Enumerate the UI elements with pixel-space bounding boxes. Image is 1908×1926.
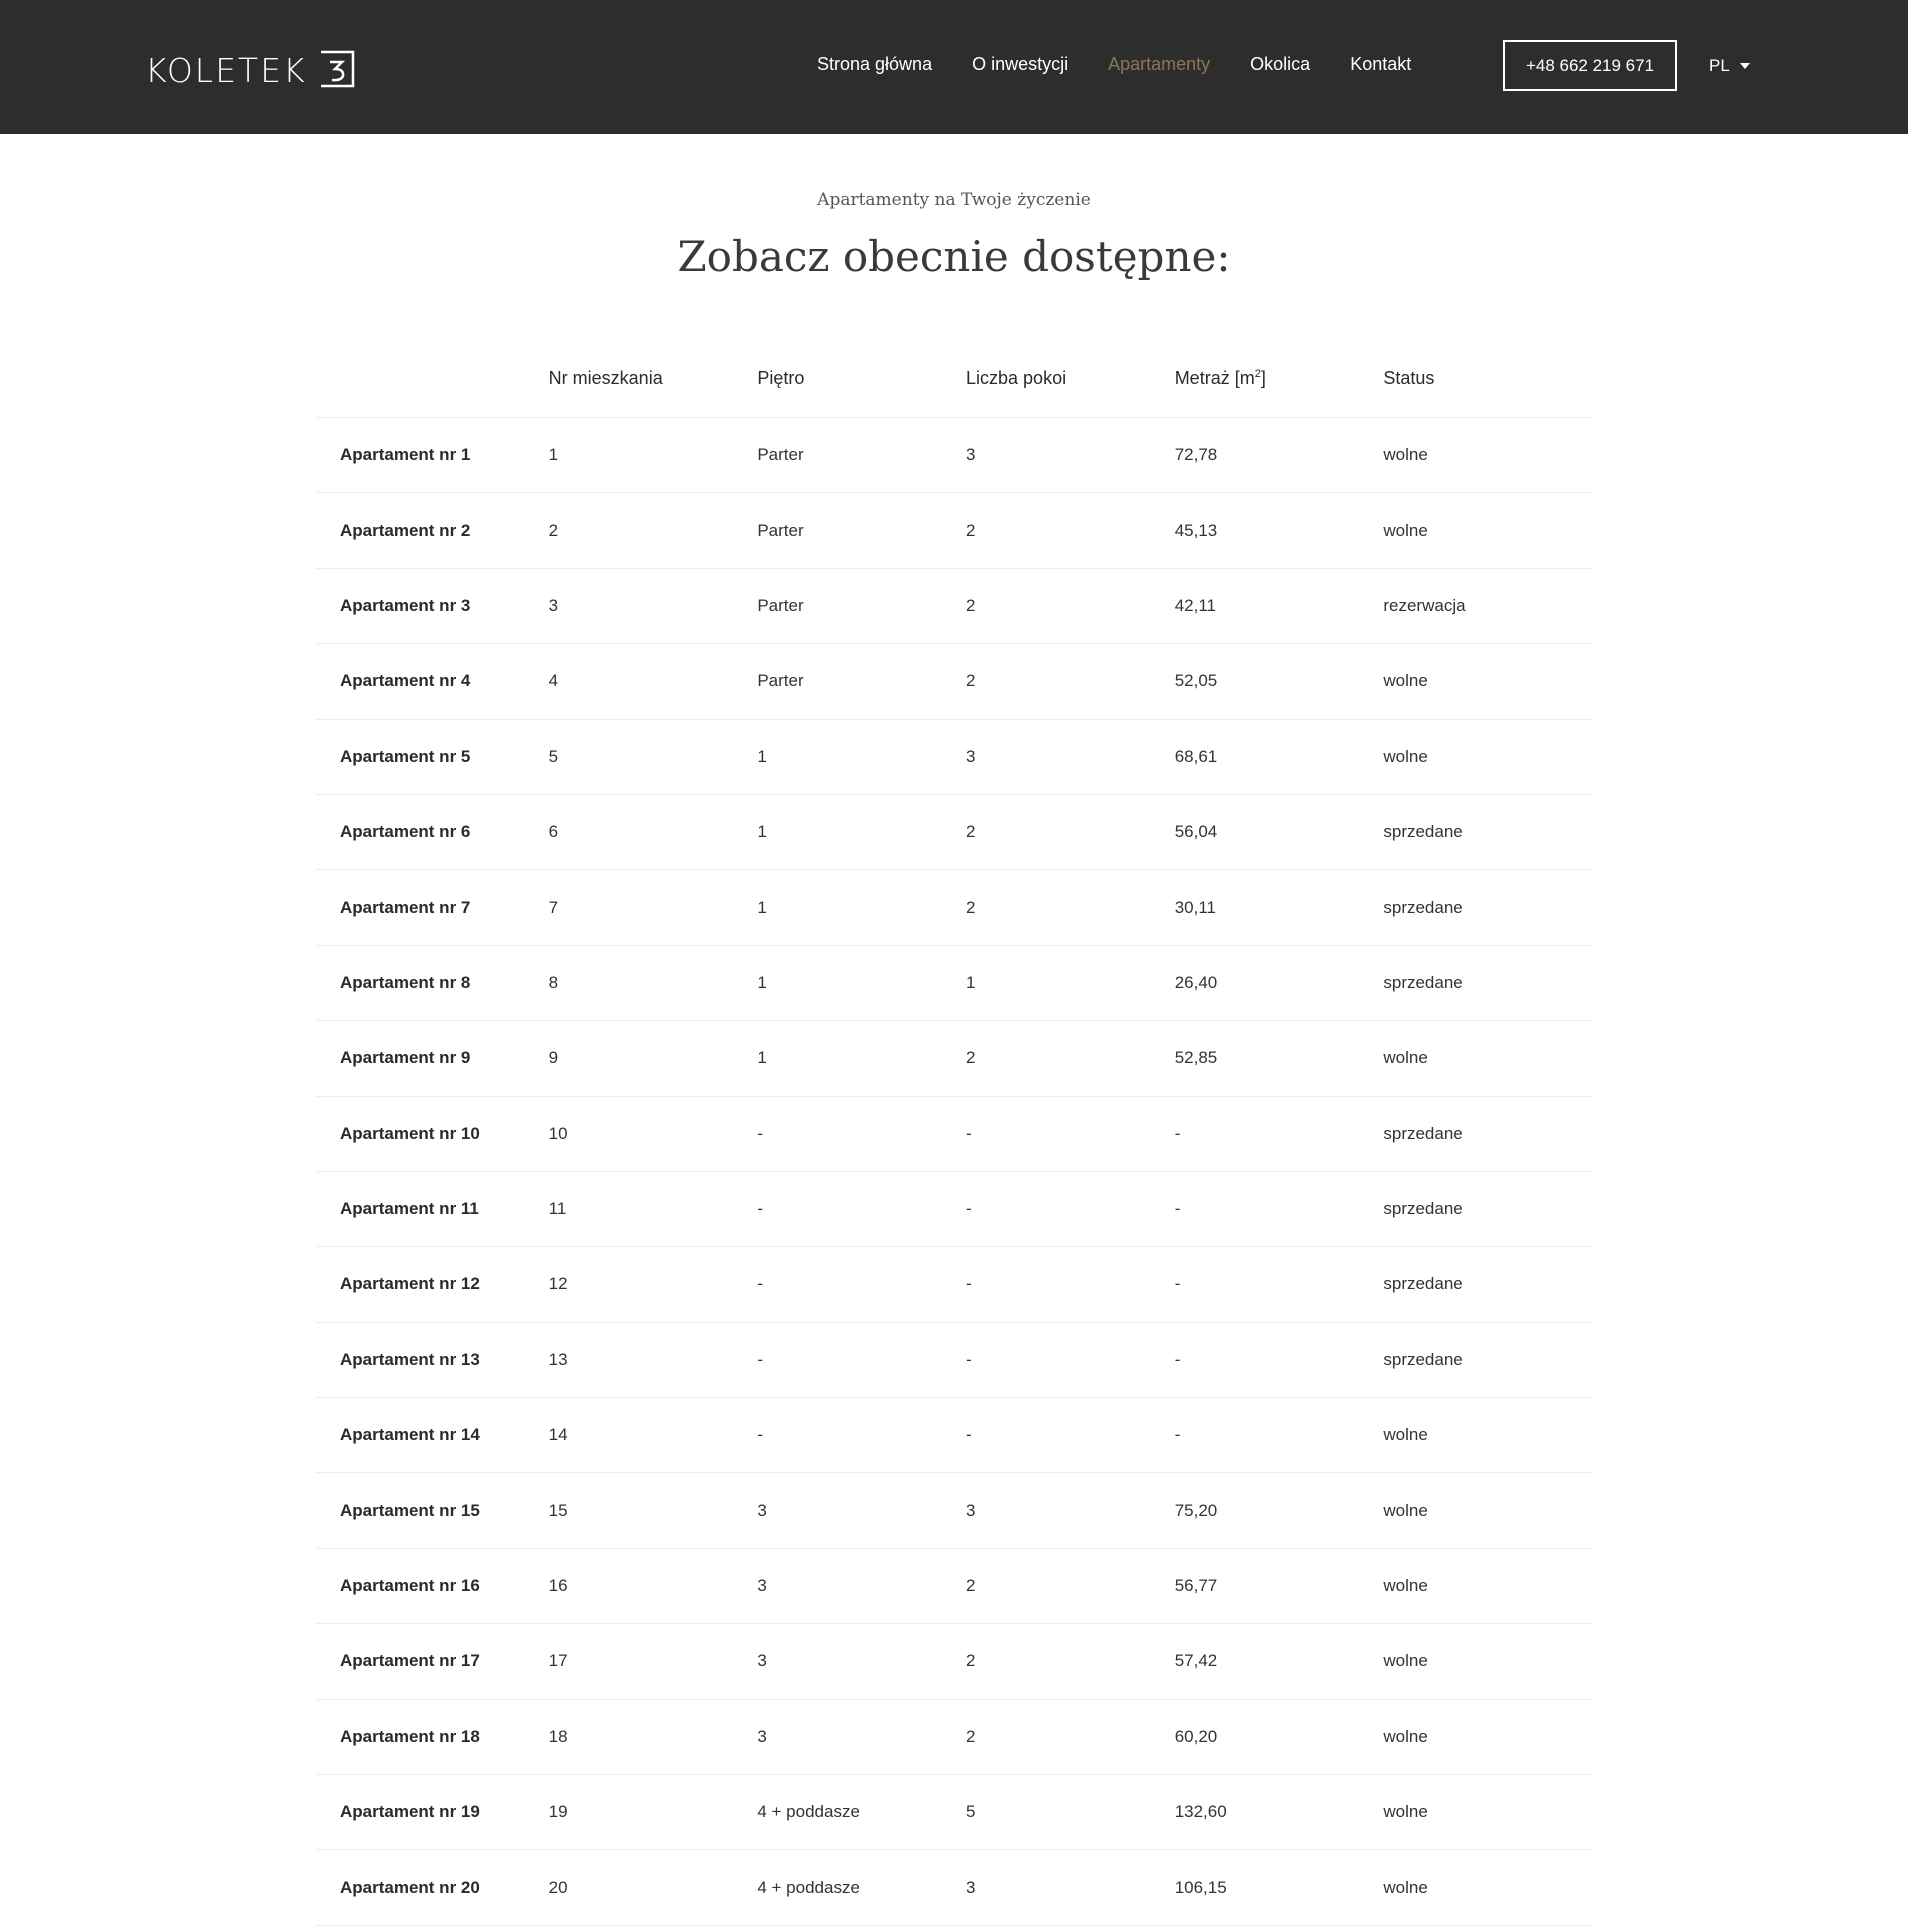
apartment-rooms: 2	[966, 595, 976, 615]
apartment-area: 56,77	[1174, 1576, 1218, 1596]
apartment-rooms: 2	[966, 1651, 976, 1671]
apartment-status: wolne	[1383, 671, 1428, 691]
apartment-number: 1	[548, 445, 559, 465]
apartment-floor: 3	[757, 1576, 767, 1596]
apartment-floor: 4 + poddasze	[757, 1802, 860, 1822]
apartment-number: 5	[548, 746, 559, 766]
table-row[interactable]	[316, 870, 1592, 945]
apartment-name: Apartament nr 15	[340, 1500, 480, 1520]
table-row[interactable]	[316, 1850, 1592, 1925]
apartment-floor: Parter	[757, 520, 804, 540]
apartment-area: 106,15	[1174, 1877, 1227, 1897]
apartment-status: wolne	[1383, 746, 1428, 766]
apartment-name: Apartament nr 12	[340, 1274, 480, 1294]
apartment-name: Apartament nr 14	[340, 1425, 480, 1445]
apartment-number: 14	[548, 1425, 568, 1445]
table-row[interactable]	[316, 946, 1592, 1021]
apartment-rooms: 2	[966, 520, 976, 540]
apartment-rooms: 3	[966, 1500, 976, 1520]
table-header	[316, 340, 1592, 418]
apartment-number: 3	[548, 595, 559, 615]
nav-item-about[interactable]: O inwestycji	[972, 54, 1069, 74]
apartment-area: 30,11	[1174, 897, 1216, 917]
apartment-number: 6	[548, 822, 559, 842]
main-nav	[817, 54, 1451, 75]
phone-button[interactable]	[1503, 40, 1677, 91]
site-header	[0, 0, 1908, 134]
table-row[interactable]	[316, 1473, 1592, 1548]
apartment-rooms: 1	[966, 972, 976, 992]
apartment-number: 12	[548, 1274, 568, 1294]
apartment-status: sprzedane	[1383, 1199, 1463, 1219]
logo-text: KOLETEK	[145, 51, 307, 90]
apartment-rooms: 2	[966, 671, 976, 691]
apartment-floor: Parter	[757, 445, 804, 465]
apartment-area: 75,20	[1174, 1500, 1218, 1520]
apartment-rooms: 3	[966, 445, 976, 465]
apartment-number: 20	[548, 1877, 568, 1897]
table-row[interactable]	[316, 1172, 1592, 1247]
apartment-area: 132,60	[1174, 1802, 1227, 1822]
apartment-status: wolne	[1383, 1048, 1428, 1068]
apartment-rooms: -	[966, 1274, 972, 1294]
nav-item-apartments[interactable]: Apartamenty	[1108, 54, 1211, 74]
apartment-rooms: 2	[966, 822, 976, 842]
apartment-floor: 1	[757, 746, 767, 766]
apartment-area: -	[1174, 1199, 1181, 1219]
apartment-area: -	[1174, 1274, 1181, 1294]
apartment-name: Apartament nr 4	[340, 671, 471, 691]
apartment-status: wolne	[1383, 1877, 1428, 1897]
apartment-floor: Parter	[757, 671, 804, 691]
apartment-name: Apartament nr 3	[340, 595, 471, 615]
apartment-name: Apartament nr 13	[340, 1349, 480, 1369]
table-row[interactable]	[316, 1549, 1592, 1624]
apartment-rooms: 3	[966, 1877, 976, 1897]
apartment-rooms: 2	[966, 1726, 976, 1746]
apartment-number: 4	[548, 671, 559, 691]
section-subtitle: Apartamenty na Twoje życzenie	[817, 190, 1091, 210]
area-header-sup: 2	[1254, 368, 1261, 380]
apartment-number: 18	[548, 1726, 568, 1746]
apartment-floor: 3	[757, 1651, 767, 1671]
apartment-floor: 1	[757, 822, 767, 842]
apartment-area: 45,13	[1174, 520, 1218, 540]
apartment-number: 11	[548, 1199, 567, 1219]
apartment-status: sprzedane	[1383, 822, 1463, 842]
apartment-name: Apartament nr 8	[340, 972, 471, 992]
apartment-status: wolne	[1383, 1802, 1428, 1822]
language-selector[interactable]	[1709, 56, 1750, 76]
apartment-name: Apartament nr 10	[340, 1123, 480, 1143]
apartment-area: 57,42	[1174, 1651, 1218, 1671]
apartment-rooms: -	[966, 1349, 972, 1369]
apartment-name: Apartament nr 7	[340, 897, 471, 917]
apartment-name: Apartament nr 17	[340, 1651, 480, 1671]
apartment-name: Apartament nr 1	[340, 445, 471, 465]
logo-mark-icon	[317, 50, 355, 88]
area-header-close: ]	[1260, 368, 1266, 388]
apartment-rooms: 3	[966, 746, 976, 766]
column-header-rooms: Liczba pokoi	[966, 368, 1067, 388]
apartment-rooms: -	[966, 1199, 972, 1219]
apartment-floor: 1	[757, 1048, 767, 1068]
apartment-floor: 4 + poddasze	[757, 1877, 860, 1897]
table-row[interactable]	[316, 795, 1592, 870]
apartment-number: 8	[548, 972, 559, 992]
table-row[interactable]	[316, 493, 1592, 568]
apartment-area: 52,85	[1174, 1048, 1218, 1068]
apartment-number: 16	[548, 1576, 568, 1596]
apartment-rooms: -	[966, 1425, 972, 1445]
apartment-name: Apartament nr 5	[340, 746, 471, 766]
logo[interactable]	[145, 46, 355, 88]
table-row[interactable]	[316, 1097, 1592, 1172]
apartment-number: 10	[548, 1123, 568, 1143]
table-row[interactable]	[316, 644, 1592, 719]
apartment-area: 60,20	[1174, 1726, 1218, 1746]
table-row[interactable]	[316, 1624, 1592, 1699]
apartment-area: 72,78	[1174, 445, 1218, 465]
page-title: Zobacz obecnie dostępne:	[677, 232, 1231, 281]
table-body	[316, 418, 1592, 1926]
apartment-name: Apartament nr 20	[340, 1877, 480, 1897]
apartment-name: Apartament nr 9	[340, 1048, 471, 1068]
apartment-floor: -	[757, 1274, 764, 1294]
table-row[interactable]	[316, 1247, 1592, 1322]
apartment-name: Apartament nr 11	[340, 1199, 479, 1219]
apartment-number: 19	[548, 1802, 568, 1822]
column-header-number: Nr mieszkania	[548, 368, 663, 388]
apartments-table	[316, 340, 1592, 1926]
column-header-floor: Piętro	[757, 368, 805, 388]
apartment-area: -	[1174, 1123, 1181, 1143]
apartment-name: Apartament nr 2	[340, 520, 471, 540]
apartment-status: sprzedane	[1383, 1123, 1463, 1143]
language-label: PL	[1709, 56, 1730, 75]
chevron-down-icon	[1740, 63, 1750, 69]
apartment-rooms: 2	[966, 897, 976, 917]
apartment-name: Apartament nr 18	[340, 1726, 480, 1746]
apartment-area: 26,40	[1174, 972, 1218, 992]
table-row[interactable]	[316, 569, 1592, 644]
apartment-status: wolne	[1383, 520, 1428, 540]
apartment-floor: -	[757, 1425, 764, 1445]
apartment-status: sprzedane	[1383, 1349, 1463, 1369]
apartment-status: wolne	[1383, 1651, 1428, 1671]
apartment-floor: 3	[757, 1726, 767, 1746]
apartment-name: Apartament nr 16	[340, 1576, 480, 1596]
apartment-status: sprzedane	[1383, 897, 1463, 917]
apartment-status: sprzedane	[1383, 1274, 1463, 1294]
apartment-floor: -	[757, 1199, 764, 1219]
apartment-area: -	[1174, 1425, 1181, 1445]
apartment-number: 9	[548, 1048, 559, 1068]
apartment-rooms: -	[966, 1123, 972, 1143]
apartment-area: 68,61	[1174, 746, 1218, 766]
area-header-label: Metraż [m	[1174, 368, 1255, 388]
apartment-floor: 1	[757, 897, 767, 917]
nav-item-contact[interactable]: Kontakt	[1350, 54, 1412, 74]
apartment-floor: 3	[757, 1500, 767, 1520]
nav-item-area[interactable]: Okolica	[1250, 54, 1311, 74]
apartment-number: 15	[548, 1500, 568, 1520]
apartment-rooms: 5	[966, 1802, 976, 1822]
apartment-status: wolne	[1383, 445, 1428, 465]
apartment-floor: Parter	[757, 595, 804, 615]
column-header-area	[1175, 368, 1384, 389]
apartment-number: 7	[548, 897, 559, 917]
apartment-status: wolne	[1383, 1500, 1428, 1520]
apartment-status: wolne	[1383, 1726, 1428, 1746]
apartment-number: 17	[548, 1651, 568, 1671]
apartment-floor: -	[757, 1123, 764, 1143]
table-row[interactable]	[316, 1398, 1592, 1473]
nav-item-home[interactable]: Strona główna	[817, 54, 933, 74]
table-row[interactable]	[316, 1021, 1592, 1096]
apartment-floor: -	[757, 1349, 764, 1369]
apartment-status: sprzedane	[1383, 972, 1463, 992]
table-row[interactable]	[316, 1775, 1592, 1850]
apartment-status: wolne	[1383, 1425, 1428, 1445]
apartment-area: 56,04	[1174, 822, 1218, 842]
apartment-number: 2	[548, 520, 559, 540]
apartment-number: 13	[548, 1349, 568, 1369]
table-row[interactable]	[316, 720, 1592, 795]
table-row[interactable]	[316, 1323, 1592, 1398]
apartment-area: 52,05	[1174, 671, 1218, 691]
column-header-status: Status	[1383, 368, 1435, 388]
apartment-status: wolne	[1383, 1576, 1428, 1596]
table-row[interactable]	[316, 418, 1592, 493]
apartment-floor: 1	[757, 972, 767, 992]
apartment-rooms: 2	[966, 1576, 976, 1596]
phone-number: +48 662 219 671	[1525, 55, 1655, 75]
apartment-area: 42,11	[1174, 595, 1216, 615]
apartment-name: Apartament nr 6	[340, 822, 471, 842]
apartment-area: -	[1174, 1349, 1181, 1369]
table-row[interactable]	[316, 1700, 1592, 1775]
apartment-name: Apartament nr 19	[340, 1802, 480, 1822]
apartment-rooms: 2	[966, 1048, 976, 1068]
apartment-status: rezerwacja	[1383, 595, 1466, 615]
